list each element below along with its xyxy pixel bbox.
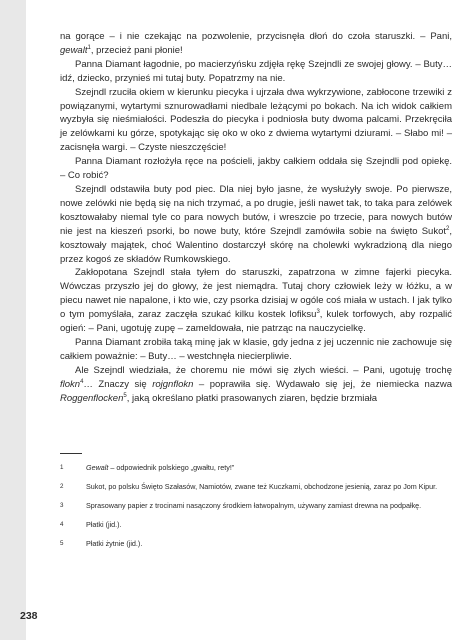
text-run: na gorące – i nie czekając na pozwolenie, przycisnęła dłoń do czoła staruszki. – Pani, xyxy=(60,31,452,42)
text-run: , jaką określano płatki prasowanych ziaren, będzie brzmiała xyxy=(126,392,378,404)
text-run: Płatki (jid.). xyxy=(86,520,122,529)
footnote-text xyxy=(86,463,234,472)
paragraph xyxy=(60,58,452,86)
paragraph xyxy=(60,266,452,336)
text-run: Panna Diamant łagodnie, po macierzyńsku zdjęła rękę Szejndli ze swojej głowy. – Buty… idź, dziecko, przynieś mi tutaj buty. Popatrzmy na nie. xyxy=(60,58,452,84)
text-run: Sprasowany papier z trocinami nasączony środkiem łatwopalnym, używany zamiast drewna na podpałkę. xyxy=(86,501,422,510)
footnote-number: 5 xyxy=(60,540,64,547)
italic-term: gewalt xyxy=(60,44,88,56)
text-run: , przecież pani płonie! xyxy=(90,44,183,56)
italic-term: Gewalt xyxy=(86,463,109,472)
italic-term: rojgnflokn xyxy=(152,378,194,390)
footnote-text xyxy=(86,520,122,529)
footnote-number: 2 xyxy=(60,483,64,490)
footnote-ref: 3 xyxy=(316,308,320,315)
footnote-text xyxy=(86,482,437,491)
italic-term: Roggenflocken xyxy=(60,392,124,404)
text-run: Panna Diamant rozłożyła ręce na pościeli, jakby całkiem oddała się Szejndli pod opiekę. – Co robić? xyxy=(60,156,452,182)
footnote-ref: 4 xyxy=(80,378,84,385)
footnote-ref: 5 xyxy=(123,392,127,399)
text-run: … Znaczy się xyxy=(83,378,153,390)
footnote xyxy=(60,462,452,473)
footnote-number: 3 xyxy=(60,502,64,509)
footnote xyxy=(60,481,452,492)
page-edge xyxy=(0,0,26,640)
text-run: Płatki żytnie (jid.). xyxy=(86,539,143,548)
footnote xyxy=(60,538,452,549)
footnote-text xyxy=(86,501,421,510)
paragraph xyxy=(60,30,452,58)
text-run: Szejndl rzuciła okiem w kierunku piecyka i ujrzała dwa wykrzywione, zabłocone trzewiki z powiązanymi, wytartymi sznurowadłami niedbale leżącymi po bokach. Na ich widok całkiem wyzbyła się nieśmiałości. Podeszła do piecyka i podniosła buty dwoma palcami. Przekręciła je zelówkami ku górze, spotykając się oko w oko z dwiema wytartymi dziurami. – Słabo mi! – zacisnęła wargi. – Czyste nieszczęście! xyxy=(60,86,452,154)
text-run: – poprawiła się. Wydawało się jej, że niemiecka nazwa xyxy=(193,378,452,390)
text-run: – odpowiednik polskiego „gwałtu, rety!” xyxy=(108,463,235,472)
paragraph xyxy=(60,364,452,406)
text-run: Sukot, po polsku Święto Szałasów, Namiotów, zwane też Kuczkami, obchodzone jesienią, zaraz po Jom Kipur. xyxy=(86,482,438,491)
footnote-number: 1 xyxy=(60,464,64,471)
body-text xyxy=(60,30,452,405)
paragraph xyxy=(60,183,452,266)
footnote-ref: 2 xyxy=(446,225,450,232)
italic-term: flokn xyxy=(60,378,81,390)
text-run: , kulek torfowych, aby rozpalić ogień: – Pani, ugotuję zupę – zameldowała, nie patrząc na nauczycielkę. xyxy=(60,309,452,335)
paragraph xyxy=(60,86,452,156)
text-run: , kosztowały majątek, choć Walentino dostarczył skórę na cholewki wykradzioną dla niego przez kogoś ze składów Rumkowskiego. xyxy=(60,225,452,265)
paragraph xyxy=(60,336,452,364)
footnote-number: 4 xyxy=(60,521,64,528)
footnote-ref: 1 xyxy=(87,44,91,51)
paragraph xyxy=(60,155,452,183)
footnotes xyxy=(60,462,452,557)
footnote-divider xyxy=(60,453,82,454)
footnote xyxy=(60,500,452,511)
page-number: 238 xyxy=(20,610,38,622)
text-run: Panna Diamant zrobiła taką minę jak w klasie, gdy jedna z jej uczennic nie zachowuje się całkiem poważnie: – Buty… – westchnęła niecierpliwie. xyxy=(60,336,452,362)
footnote-text xyxy=(86,539,142,548)
footnote xyxy=(60,519,452,530)
text-run: Ale Szejndl wiedziała, że choremu nie mówi się złych wieści. – Pani, ugotuję trochę xyxy=(75,364,452,376)
text-run: Zakłopotana Szejndl stała tyłem do staruszki, zapatrzona w zimne fajerki piecyka. Wówczas przyszło jej do głowy, że jest niemądra. Tutaj chory człowiek leży w łóżku, a w piecu nawet nie napalone, i kto wie, czy psorka dzisiaj w ogóle coś miała w ustach. I jak tylko o tym pomyślała, zaraz zaczęła szukać kilku kostek lofiksu xyxy=(60,267,452,321)
text-run: Szejndl odstawiła buty pod piec. Dla niej było jasne, że wysłużyły swoje. Po pierwsze, nowe zelówki nie będą się na nich trzymać, a po drugie, jeśli nawet tak, to taka para zelówek kosztowałaby niemal tyle co para nowych butów, i wreszcie po trzecie, para nowych butów nie jest na kieszeń psorki, bo nowe buty, które Szejndl zamówiła sobie na święto Sukot xyxy=(60,183,452,237)
